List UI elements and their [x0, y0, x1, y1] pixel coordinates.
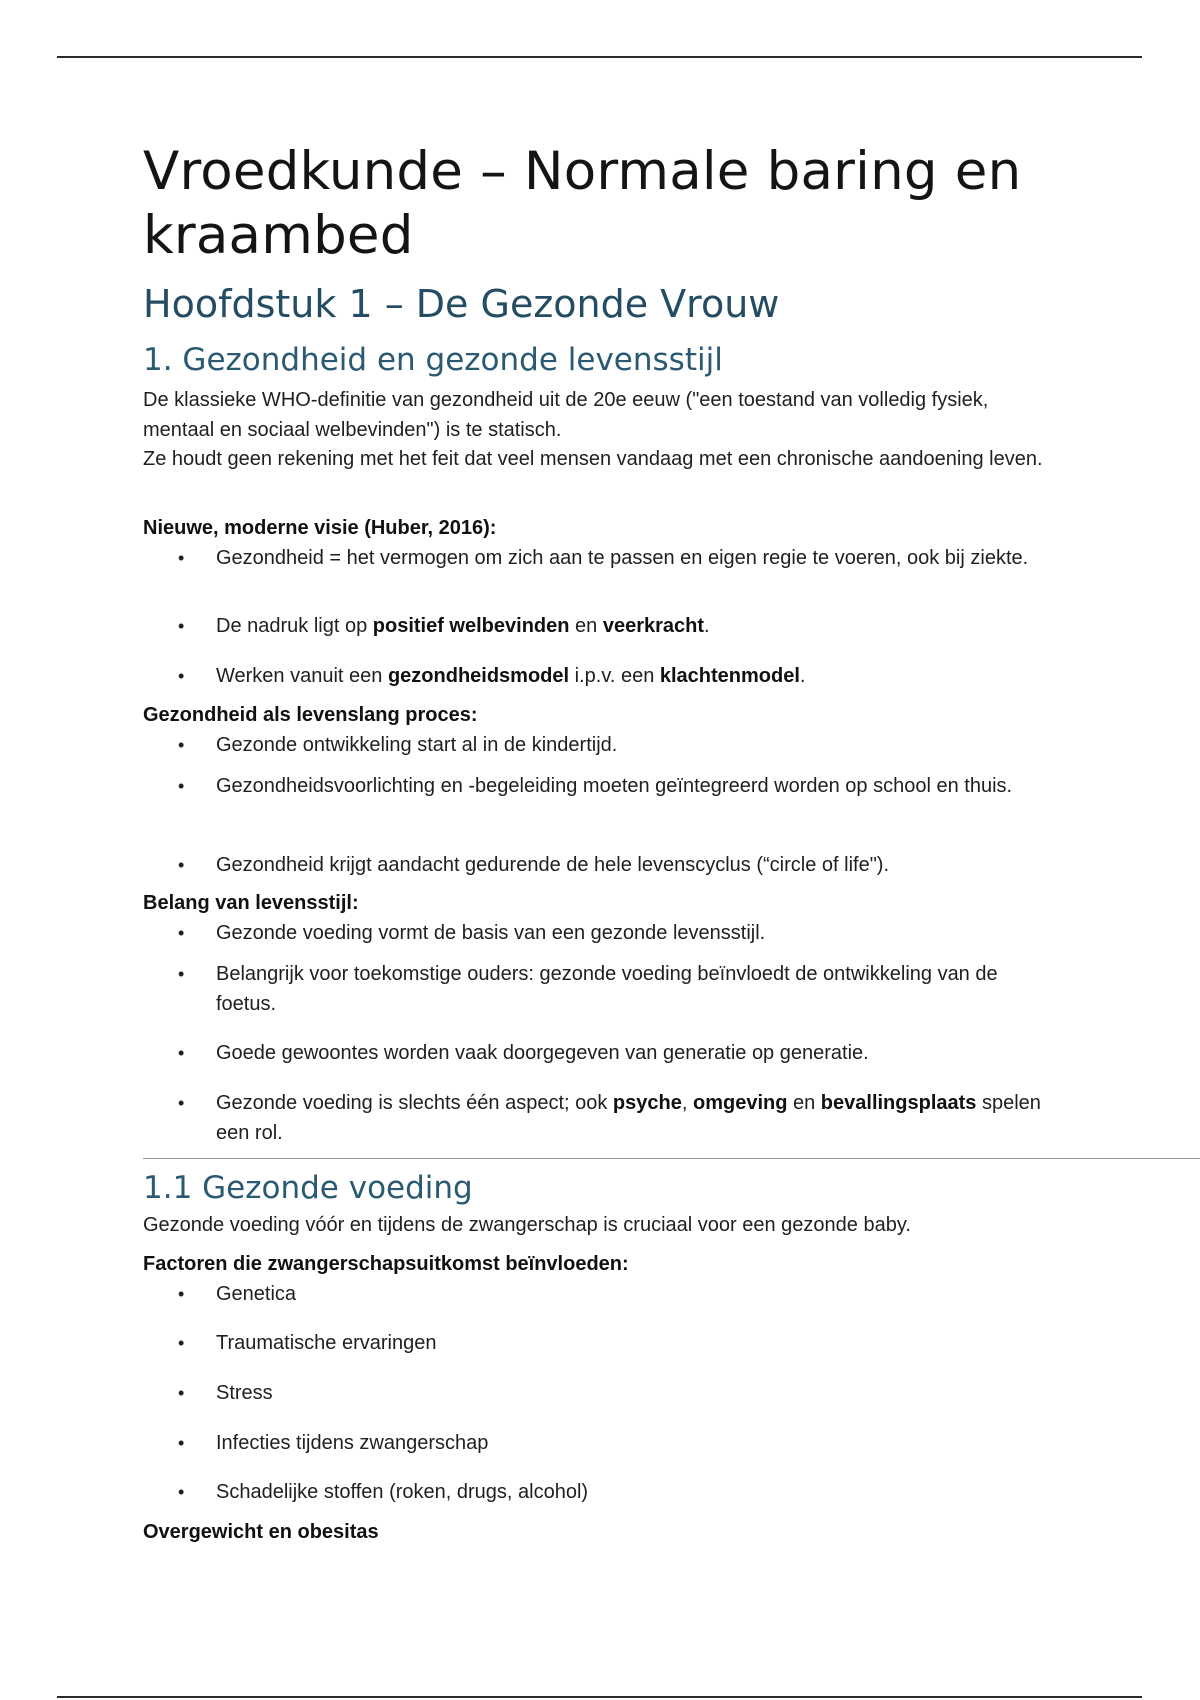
lead-overgewicht: Overgewicht en obesitas	[143, 1521, 379, 1543]
list-item	[143, 918, 1063, 948]
bullet-icon: •	[178, 735, 185, 755]
bullet-icon: •	[178, 923, 185, 943]
list-item-text: Stress	[216, 1382, 273, 1404]
section-heading-1: 1. Gezondheid en gezonde levensstijl	[143, 342, 723, 378]
bullet-icon: •	[178, 1383, 185, 1403]
list-item-text: De nadruk ligt op positief welbevinden en veerkracht.	[216, 615, 710, 637]
bullet-icon: •	[178, 1093, 185, 1113]
bullet-icon: •	[178, 1333, 185, 1353]
lead-levenslang-proces: Gezondheid als levenslang proces:	[143, 704, 478, 726]
list-item	[143, 1328, 1063, 1358]
list-item	[143, 850, 1063, 880]
bullet-icon: •	[178, 1284, 185, 1304]
list-item-text: Gezondheid krijgt aandacht gedurende de hele levenscyclus (“circle of life").	[216, 854, 890, 876]
list-item-text: Gezondheidsvoorlichting en -begeleiding moeten geïntegreerd worden op school en thuis.	[216, 775, 1013, 797]
bullet-icon: •	[178, 776, 185, 796]
list-item-text: Genetica	[216, 1283, 297, 1305]
list-item	[143, 1038, 1063, 1068]
list-item	[143, 959, 1063, 1019]
list-item	[143, 1428, 1063, 1458]
bullet-icon: •	[178, 964, 185, 984]
section-heading-1-1: 1.1 Gezonde voeding	[143, 1170, 473, 1206]
list-item	[143, 1378, 1063, 1408]
lead-moderne-visie: Nieuwe, moderne visie (Huber, 2016):	[143, 517, 497, 539]
list-item	[143, 661, 1063, 691]
chapter-heading: Hoofdstuk 1 – De Gezonde Vrouw	[143, 282, 780, 326]
list-item-text: Belangrijk voor toekomstige ouders: gezonde voeding beïnvloedt de ontwikkeling van de foetus.	[216, 963, 998, 1015]
list-item-text: Werken vanuit een gezondheidsmodel i.p.v. een klachtenmodel.	[216, 665, 806, 687]
list-item-text: Schadelijke stoffen (roken, drugs, alcohol)	[216, 1481, 589, 1503]
list-item	[143, 1088, 1063, 1148]
paragraph-chronic: Ze houdt geen rekening met het feit dat veel mensen vandaag met een chronische aandoening leven.	[143, 448, 1043, 470]
bottom-rule	[57, 1696, 1142, 1698]
list-item-text: Gezondheid = het vermogen om zich aan te passen en eigen regie te voeren, ook bij ziekte.	[216, 547, 1029, 569]
bullet-icon: •	[178, 616, 185, 636]
list-item	[143, 730, 1063, 760]
list-item	[143, 1477, 1063, 1507]
list-item	[143, 543, 1063, 573]
bullet-icon: •	[178, 666, 185, 686]
bullet-icon: •	[178, 1043, 185, 1063]
paragraph-who-definition: De klassieke WHO-definitie van gezondheid uit de 20e eeuw ("een toestand van volledig fysiek, mentaal en sociaal welbevinden") is te statisch.	[143, 389, 989, 441]
list-item-text: Gezonde voeding vormt de basis van een gezonde levensstijl.	[216, 922, 766, 944]
top-rule	[57, 56, 1142, 58]
document-title: Vroedkunde – Normale baring en kraambed	[143, 141, 1022, 266]
paragraph-gezonde-voeding: Gezonde voeding vóór en tijdens de zwangerschap is cruciaal voor een gezonde baby.	[143, 1214, 911, 1236]
bullet-icon: •	[178, 548, 185, 568]
bullet-icon: •	[178, 1482, 185, 1502]
list-item	[143, 771, 1063, 801]
list-item-text: Infecties tijdens zwangerschap	[216, 1432, 489, 1454]
bullet-icon: •	[178, 1433, 185, 1453]
list-item	[143, 611, 1063, 641]
list-item-text: Gezonde voeding is slechts één aspect; ook psyche, omgeving en bevallingsplaats spelen een rol.	[216, 1092, 1041, 1144]
lead-levensstijl: Belang van levensstijl:	[143, 892, 359, 914]
section-divider	[143, 1158, 1200, 1159]
list-item-text: Goede gewoontes worden vaak doorgegeven van generatie op generatie.	[216, 1042, 869, 1064]
list-item	[143, 1279, 1063, 1309]
lead-factoren: Factoren die zwangerschapsuitkomst beïnvloeden:	[143, 1253, 629, 1275]
list-item-text: Gezonde ontwikkeling start al in de kindertijd.	[216, 734, 618, 756]
bullet-icon: •	[178, 855, 185, 875]
list-item-text: Traumatische ervaringen	[216, 1332, 437, 1354]
